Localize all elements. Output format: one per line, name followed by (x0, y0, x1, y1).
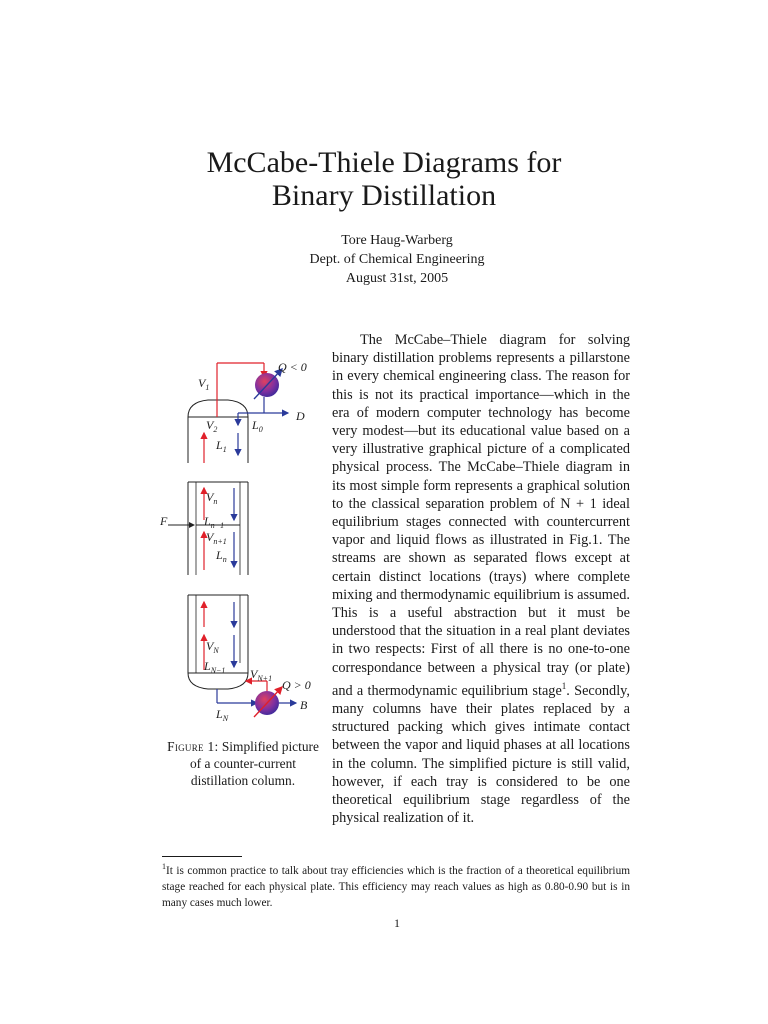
title-line-2: Binary Distillation (271, 179, 497, 212)
author-date: August 31st, 2005 (345, 271, 449, 286)
author-affiliation: Dept. of Chemical Engineering (309, 252, 485, 267)
paper-title (0, 146, 768, 212)
label-vn: $V_n$ (206, 490, 218, 506)
label-l0: $L_0$ (252, 418, 263, 434)
label-b: B (300, 698, 308, 712)
title-line-1: McCabe-Thiele Diagrams for (206, 146, 562, 179)
caption-label: Figure 1: (167, 739, 219, 754)
label-lN: $L_N$ (216, 707, 229, 723)
label-q-bot: Q > 0 (282, 678, 311, 692)
bottom-section (188, 595, 296, 717)
footnote-mark: 1 (162, 862, 166, 871)
label-v1: $V_1$ (198, 376, 210, 392)
label-q-top: Q < 0 (278, 360, 307, 374)
label-ln: $L_n$ (216, 548, 227, 564)
label-vN: $V_N$ (206, 639, 219, 655)
distillation-column-figure (150, 345, 325, 730)
label-vn-plus-1: $V_{n+1}$ (206, 530, 227, 546)
figure-caption (164, 738, 322, 789)
page-number: 1 (394, 916, 400, 930)
label-f: F (160, 514, 168, 528)
label-ln-minus-1: $L_{n-1}$ (204, 514, 225, 530)
footnote-rule (162, 856, 242, 857)
figure-labels (159, 360, 311, 723)
body-text-part1: The McCabe–Thiele diagram for solving binary distillation problems represents a pillarstone in every chemical engineering class. The reason for this is not its practical importance—which in the era of modern computer technology has become very modest—but its educational value based on a very illustrative graphical picture of a complicated physical process. The McCabe–Thiele diagram in its most simple form represents a graphical solution to the classical separation problem of N + 1 ideal equilibrium stages connected with countercurrent vapor and liquid flows as illustrated in Fig.1. The streams are shown as separated flows except at certain distinct locations (trays) where complete mixing and thermodynamic equilibrium is assumed. This is a useful abstraction but it must be understood that the situation in a real plant deviates in two respects: First of all there is no one-to-one correspondance between a physical tray (or plate) and a thermodynamic equilibrium stage (332, 332, 630, 699)
label-lN-minus-1: $L_{N-1}$ (204, 659, 226, 675)
label-l1: $L_1$ (216, 438, 227, 454)
body-text-part2: . Secondly, many columns have their plates replaced by a structured packing which gives intimate contact between the vapor and liquid phases at all locations in the column. The simplified picture is still valid, however, if each tray is considered to be one theoretical equilibrium stage regardless of the physical realization of it. (332, 682, 630, 827)
footnote (162, 859, 630, 911)
label-vN-plus-1: $V_{N+1}$ (250, 667, 273, 683)
author-block (0, 231, 768, 288)
label-v2: $V_2$ (206, 418, 218, 434)
footnote-text: It is common practice to talk about tray efficiencies which is the fraction of a theoretical equilibrium stage reached for each physical plate. This efficiency may reach values as high as 0.80-0.90 but is in many cases much lower. (162, 865, 630, 909)
author-name: Tore Haug-Warberg (341, 233, 453, 248)
label-d: D (296, 409, 305, 423)
footnote-reference: 1 (561, 680, 567, 691)
caption-text: Simplified picture of a counter-current distillation column. (189, 739, 319, 788)
